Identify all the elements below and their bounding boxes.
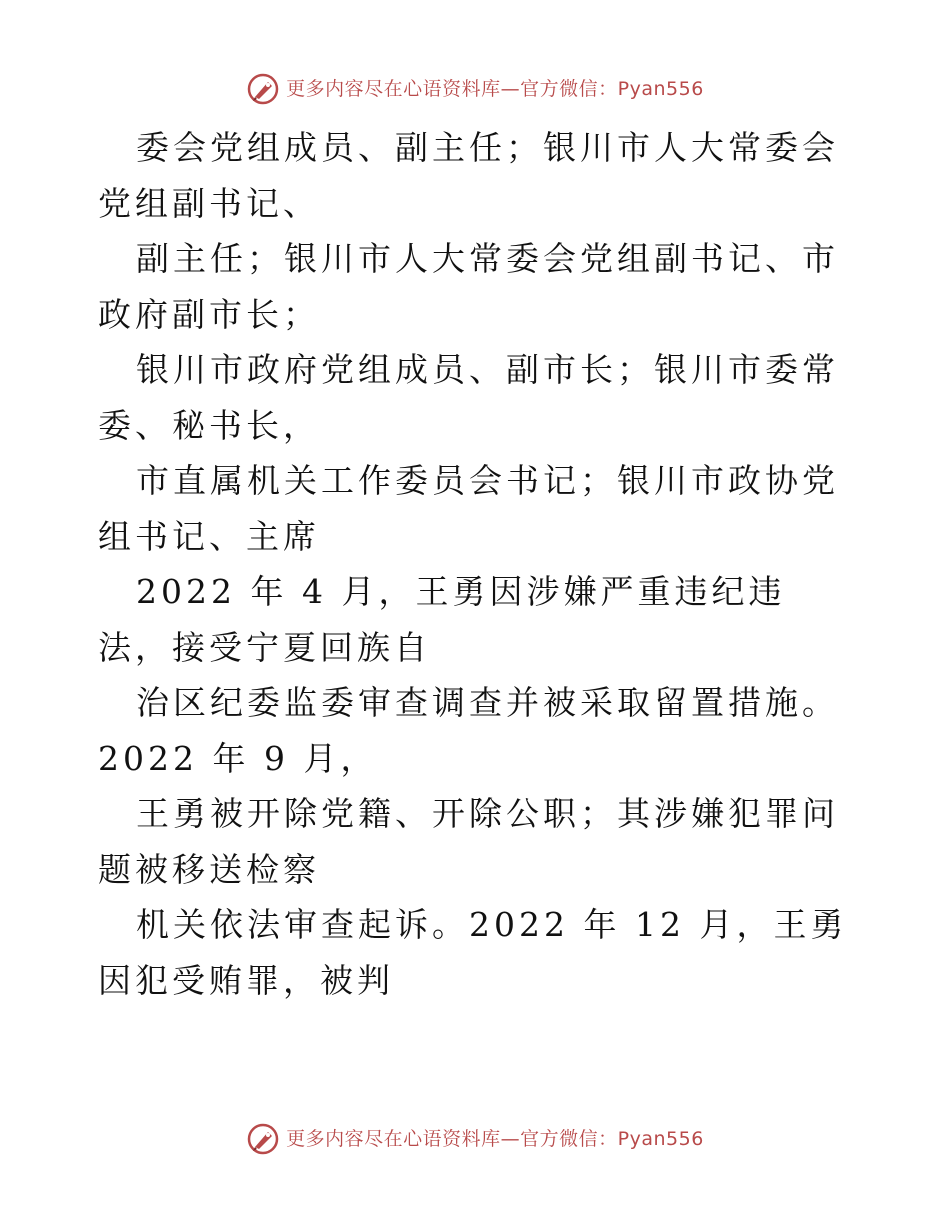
pen-logo-icon [246, 72, 280, 106]
watermark-text: 更多内容尽在心语资料库—官方微信：Pyan556 [286, 1128, 704, 1150]
paragraph: 委会党组成员、副主任；银川市人大常委会党组副书记、 [98, 128, 839, 223]
paragraph: 银川市政府党组成员、副市长；银川市委常委、秘书长， [98, 350, 839, 445]
header-watermark [0, 72, 950, 106]
paragraph: 治区纪委监委审查调查并被采取留置措施。2022 年 9 月， [98, 683, 839, 778]
pen-logo-icon [246, 1122, 280, 1156]
paragraph: 机关依法审查起诉。2022 年 12 月，王勇因犯受贿罪，被判 [98, 905, 848, 1000]
paragraph: 副主任；银川市人大常委会党组副书记、市政府副市长； [98, 239, 839, 334]
paragraph: 市直属机关工作委员会书记；银川市政协党组书记、主席 [98, 461, 839, 556]
document-body [98, 120, 858, 1008]
footer-watermark [0, 1122, 950, 1156]
watermark-text: 更多内容尽在心语资料库—官方微信：Pyan556 [286, 78, 704, 100]
paragraph: 2022 年 4 月，王勇因涉嫌严重违纪违法，接受宁夏回族自 [98, 572, 786, 667]
paragraph: 王勇被开除党籍、开除公职；其涉嫌犯罪问题被移送检察 [98, 794, 839, 889]
